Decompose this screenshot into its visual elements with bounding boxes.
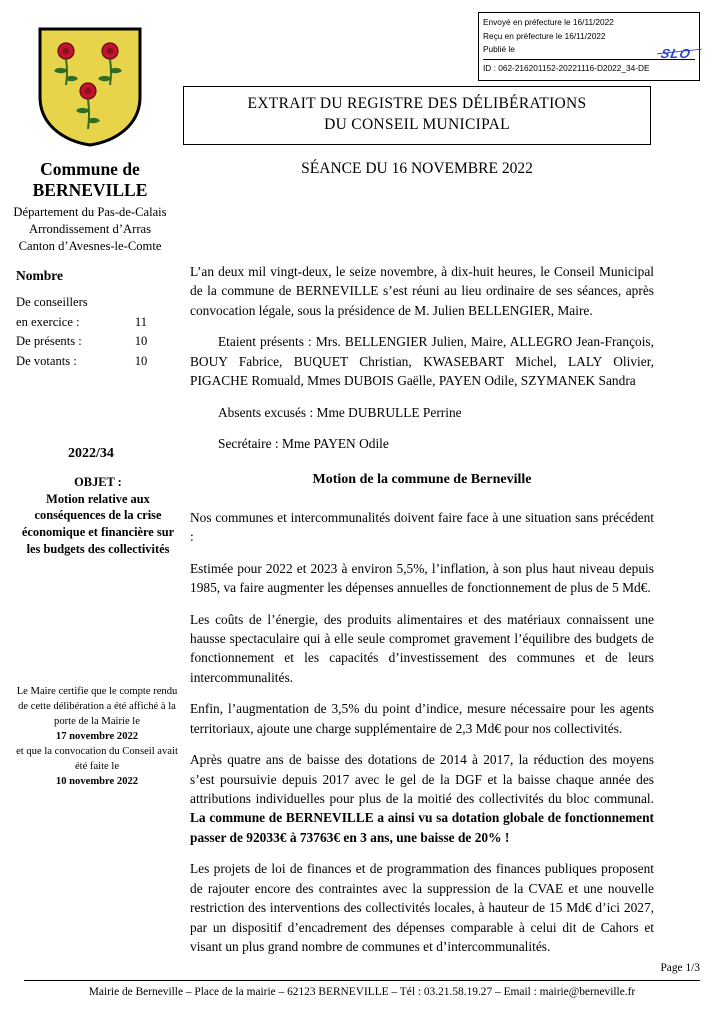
page-footer: Mairie de Berneville – Place de la mairie – 62123 BERNEVILLE – Tél : 03.21.58.19.27 – Email : mairie@berneville.fr <box>24 980 700 998</box>
objet-text: Motion relative aux conséquences de la crise économique et financière sur les budgets des collectivités <box>21 491 175 556</box>
stamp-line-sent: Envoyé en préfecture le 16/11/2022 <box>483 17 614 27</box>
paragraph-absent: Absents excusés : Mme DUBRULLE Perrine <box>218 404 462 420</box>
attendance-block <box>16 268 182 371</box>
certification-text-2: et que la convocation du Conseil avait été faite le <box>16 746 178 773</box>
commune-canton: Canton d’Avesnes-le-Comte <box>18 239 162 253</box>
paragraph-opening: L’an deux mil vingt-deux, le seize novembre, à dix-huit heures, le Conseil Municipal de la commune de BERNEVILLE s’est réuni au lieu ordinaire de ses séances, après convocation légale, sous la présidence de M. Julien BELLENGIER, Maire. <box>190 264 654 318</box>
table-row <box>16 332 182 352</box>
title-line-2: DU CONSEIL MUNICIPAL <box>324 115 510 133</box>
paragraph-dotations-highlight: La commune de BERNEVILLE a ainsi vu sa dotation globale de fonctionnement passer de 92033€ à 73763€ en 3 ans, une baisse de 20% ! <box>190 810 654 845</box>
attendance-title: Nombre <box>16 268 63 283</box>
paragraph-dotations-text: Après quatre ans de baisse des dotations de 2014 à 2017, la réduction des moyens s’est poursuivie depuis 2017 avec le gel de la DGF et la baisse chaque année des attributions individuelles pour plus de la moitié des collectivités du bloc communal. <box>190 752 654 807</box>
stamp-line-received: Reçu en préfecture le 16/11/2022 <box>483 30 606 41</box>
commune-label: Commune de <box>40 159 140 179</box>
document-title-box <box>183 86 651 145</box>
attendance-value: 11 <box>134 314 148 329</box>
motion-title: Motion de la commune de Berneville <box>312 471 532 487</box>
paragraph-secretary: Secrétaire : Mme PAYEN Odile <box>218 436 389 452</box>
commune-department: Département du Pas-de-Calais <box>13 205 167 219</box>
session-date: SÉANCE DU 16 NOVEMBRE 2022 <box>301 160 533 177</box>
table-row <box>16 352 182 372</box>
page-number: Page 1/3 <box>660 962 700 974</box>
certification-block <box>14 684 180 789</box>
attendance-label: De votants : <box>16 353 77 368</box>
attendance-value: 10 <box>134 353 148 368</box>
paragraph-energy-costs: Les coûts de l’énergie, des produits alimentaires et des matériaux connaissent une hausse spectaculaire qui à elle seule compromet gravement l’équilibre des budgets de fonctionnement et les capacités d’investissement des communes et de leurs intercommunalités. <box>190 611 654 685</box>
attendance-value <box>124 293 158 313</box>
prefecture-stamp-box <box>478 12 700 81</box>
attendance-label: en exercice : <box>16 314 80 329</box>
commune-arrondissement: Arrondissement d’Arras <box>28 222 152 236</box>
attendance-value: 10 <box>134 334 148 349</box>
attendance-label: De présents : <box>16 334 82 349</box>
deliberation-body <box>190 262 654 969</box>
certification-date-1: 17 novembre 2022 <box>55 731 139 743</box>
objet-label: OBJET : <box>74 475 122 489</box>
table-row <box>16 313 182 333</box>
paragraph-inflation: Estimée pour 2022 et 2023 à environ 5,5%, l’inflation, à son plus haut niveau depuis 1985, va faire augmenter les dépenses annuelles de fonctionnement de plus de 5 Md€. <box>190 560 654 596</box>
certification-text-1: Le Maire certifie que le compte rendu de cette délibération a été affiché à la porte de la Mairie le <box>16 686 178 728</box>
certification-date-2: 10 novembre 2022 <box>55 776 139 788</box>
paragraph-finance-bills: Les projets de loi de finances et de programmation des finances publiques proposent de rajouter encore des contraintes avec la suppression de la CVAE et une nouvelle restriction des interventions des collectivités locales, à hauteur de 15 Md€ d’ici 2027, par un dispositif d’encadrement des dépenses comparable à celui dit de Cahors et visant un plus grand nombre de communes et d’intercommunalités. <box>190 861 654 955</box>
coat-of-arms-icon <box>36 25 144 149</box>
paragraph-present: Etaient présents : Mrs. BELLENGIER Julien, Maire, ALLEGRO Jean-François, BOUY Fabrice, BUQUET Christian, KWASEBART Michel, LALY Olivier, PIGACHE Romuald, Mmes DUBOIS Gaëlle, PAYEN Odile, SZYMANEK Sandra <box>190 334 654 389</box>
commune-name: BERNEVILLE <box>32 180 148 200</box>
paragraph-index-point: Enfin, l’augmentation de 3,5% du point d’indice, mesure nécessaire pour les agents territoriaux, ajoute une charge supplémentaire de 2,3 Md€ pour nos collectivités. <box>190 701 654 736</box>
stamp-id: ID : 062-216201152-20221116-D2022_34-DE <box>483 59 695 76</box>
stamp-line-published: Publié le <box>483 44 515 55</box>
commune-header <box>0 20 180 255</box>
paragraph-dotations <box>190 750 654 847</box>
deliberation-number: 2022/34 <box>68 446 114 461</box>
title-line-1: EXTRAIT DU REGISTRE DES DÉLIBÉRATIONS <box>247 95 587 112</box>
signature-mark: SLO <box>659 43 693 64</box>
table-row <box>16 293 182 313</box>
attendance-label: De conseillers <box>16 295 88 309</box>
objet-block <box>14 474 182 558</box>
paragraph-intro: Nos communes et intercommunalités doivent faire face à une situation sans précédent : <box>190 509 654 545</box>
